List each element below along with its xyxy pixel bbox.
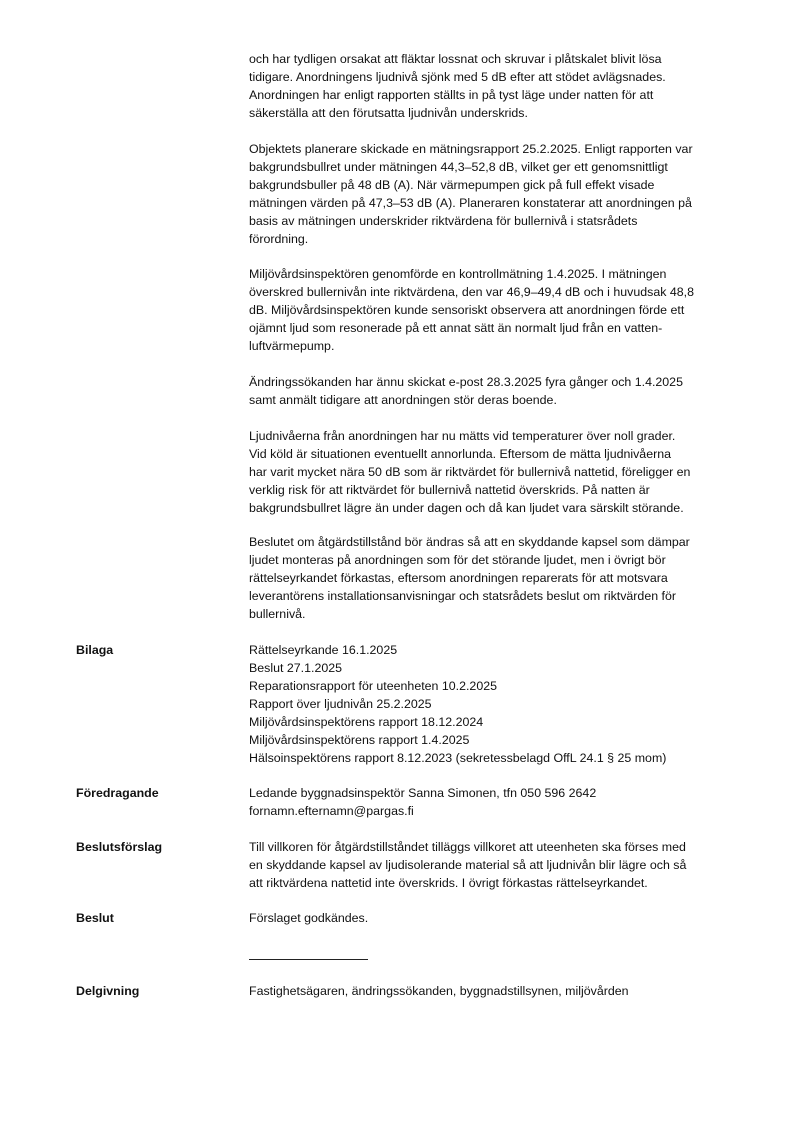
text-line: samt anmält tidigare att anordningen stör deras boende. — [249, 393, 557, 407]
text-line: ojämnt ljud som resonerade på ett annat sätt än normalt ljud från en vatten- — [249, 321, 663, 335]
presenter-info — [249, 784, 596, 820]
text-line: har varit mycket nära 50 dB som är riktvärdet för bullernivå nattetid, föreligger en — [249, 465, 691, 479]
text-line: Miljövårdsinspektören genomförde en kontrollmätning 1.4.2025. I mätningen — [249, 267, 667, 281]
text-line: en skyddande kapsel av ljudisolerande material så att ljudnivån blir lägre och så — [249, 858, 687, 872]
text-line: Ljudnivåerna från anordningen har nu mätts vid temperaturer över noll grader. — [249, 429, 676, 443]
paragraph-4 — [249, 373, 741, 409]
text-line: att riktvärdena nattetid inte överskrids. I övrigt förkastas rättelseyrkandet. — [249, 876, 648, 890]
text-line: verklig risk för att riktvärdet för bullernivå nattetid överskrids. På natten är — [249, 483, 650, 497]
divider-line — [249, 959, 368, 960]
text-line: Till villkoren för åtgärdstillståndet tilläggs villkoret att uteenheten ska förses med — [249, 840, 686, 854]
section-label-beslut: Beslut — [76, 911, 114, 925]
recipients-value: Fastighetsägaren, ändringssökanden, byggnadstillsynen, miljövården — [249, 984, 629, 998]
attachment-item: Rapport över ljudnivån 25.2.2025 — [249, 697, 432, 711]
attachment-item: Reparationsrapport för uteenheten 10.2.2025 — [249, 679, 497, 693]
text-line: mätningen värden på 47,3–53 dB (A). Planeraren konstaterar att anordningen på — [249, 196, 692, 210]
text-line: Objektets planerare skickade en mätningsrapport 25.2.2025. Enligt rapporten var — [249, 142, 693, 156]
text-line: Vid köld är situationen eventuellt annorlunda. Eftersom de mätta ljudnivåerna — [249, 447, 672, 461]
presenter-name: Ledande byggnadsinspektör Sanna Simonen, tfn 050 596 2642 — [249, 786, 597, 800]
presenter-email: fornamn.efternamn@pargas.fi — [249, 804, 414, 818]
text-line: bullernivå. — [249, 607, 306, 621]
attachment-item: Miljövårdsinspektörens rapport 1.4.2025 — [249, 733, 470, 747]
notification-recipients — [249, 982, 629, 1000]
attachment-item: Miljövårdsinspektörens rapport 18.12.2024 — [249, 715, 484, 729]
decision-value: Förslaget godkändes. — [249, 911, 369, 925]
paragraph-1 — [249, 50, 741, 122]
text-line: tidigare. Anordningens ljudnivå sjönk med 5 dB efter att stödet avlägsnades. — [249, 70, 666, 84]
attachment-item: Rättelseyrkande 16.1.2025 — [249, 643, 398, 657]
text-line: förordning. — [249, 232, 309, 246]
text-line: bakgrundsbullret lägre än under dagen och då kan ljudet vara särskilt störande. — [249, 501, 684, 515]
text-line: basis av mätningen underskrider riktvärdena för bullernivå i statsrådets — [249, 214, 638, 228]
section-label-foredragande: Föredragande — [76, 786, 159, 800]
text-line: luftvärmepump. — [249, 339, 335, 353]
attachment-item: Hälsoinspektörens rapport 8.12.2023 (sekretessbelagd OffL 24.1 § 25 mom) — [249, 751, 667, 765]
text-line: bakgrundsbullret under mätningen 44,3–52,8 dB, vilket ger ett genomsnittligt — [249, 160, 668, 174]
decision-text — [249, 909, 368, 927]
text-line: Anordningen har enligt rapporten ställts in på tyst läge under natten för att — [249, 88, 654, 102]
section-label-beslutsforslag: Beslutsförslag — [76, 840, 163, 854]
text-line: rättelseyrkandet förkastas, eftersom anordningen reparerats för att motsvara — [249, 571, 668, 585]
attachments-list — [249, 641, 666, 767]
text-line: ljudet monteras på anordningen som för det störande ljudet, men i övrigt bör — [249, 553, 666, 567]
text-line: Ändringssökanden har ännu skickat e-post 28.3.2025 fyra gånger och 1.4.2025 — [249, 375, 683, 389]
paragraph-5 — [249, 427, 741, 517]
paragraph-6 — [249, 533, 741, 623]
text-line: bakgrundsbuller på 48 dB (A). När värmepumpen gick på full effekt visade — [249, 178, 655, 192]
section-label-delgivning: Delgivning — [76, 984, 140, 998]
text-line: Beslutet om åtgärdstillstånd bör ändras så att en skyddande kapsel som dämpar — [249, 535, 690, 549]
paragraph-2 — [249, 140, 741, 248]
paragraph-3 — [249, 265, 741, 355]
section-label-bilaga: Bilaga — [76, 643, 114, 657]
text-line: säkerställa att den förutsatta ljudnivån underskrids. — [249, 106, 528, 120]
text-line: leverantörens installationsanvisningar och statsrådets beslut om riktvärden för — [249, 589, 677, 603]
attachment-item: Beslut 27.1.2025 — [249, 661, 343, 675]
text-line: dB. Miljövårdsinspektören kunde sensoriskt observera att anordningen förde ett — [249, 303, 685, 317]
text-line: överskred bullernivån inte riktvärdena, den var 46,9–49,4 dB och i huvudsak 48,8 — [249, 285, 694, 299]
text-line: och har tydligen orsakat att fläktar lossnat och skruvar i plåtskalet blivit lösa — [249, 52, 662, 66]
decision-proposal — [249, 838, 686, 892]
